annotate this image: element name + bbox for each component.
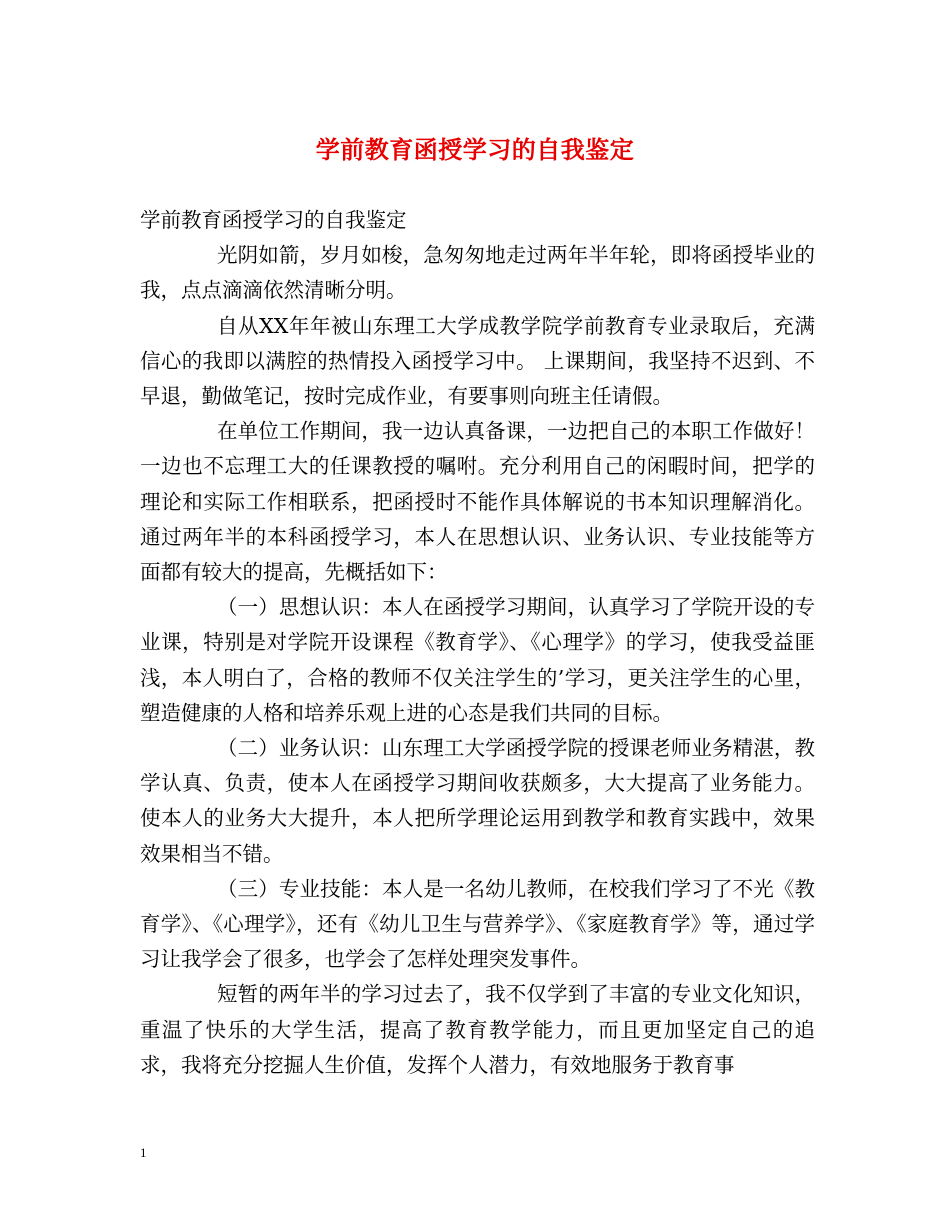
paragraph-2: 自从XX年年被山东理工大学成教学院学前教育专业录取后，充满信心的我即以满腔的热情投入函授学习中。 上课期间，我坚持不迟到、不早退，勤做笔记，按时完成作业，有要事则向班主任请假。 xyxy=(140,313,815,409)
paragraph-6: （三）专业技能：本人是一名幼儿教师，在校我们学习了不光《教育学》、《心理学》，还有《幼儿卫生与营养学》、《家庭教育学》等，通过学习让我学会了很多，也学会了怎样处理突发事件。 xyxy=(140,876,815,972)
paragraph-3: 在单位工作期间，我一边认真备课，一边把自己的本职工作做好！一边也不忘理工大的任课教授的嘱咐。充分利用自己的闲暇时间，把学的理论和实际工作相联系，把函授时不能作具体解说的书本知识理解消化。通过两年半的本科函授学习，本人在思想认识、业务认识、专业技能等方面都有较大的提高，先概括如下： xyxy=(140,419,815,585)
document-title: 学前教育函授学习的自我鉴定 xyxy=(315,135,635,164)
paragraph-7: 短暂的两年半的学习过去了，我不仅学到了丰富的专业文化知识，重温了快乐的大学生活，提高了教育教学能力，而且更加坚定自己的追求，我将充分挖掘人生价值，发挥个人潜力，有效地服务于教育事 xyxy=(140,982,815,1077)
document-body xyxy=(140,203,815,1083)
paragraph-1: 光阴如箭，岁月如梭，急匆匆地走过两年半年轮，即将函授毕业的我，点点滴滴依然清晰分明。 xyxy=(140,243,815,303)
page-number: 1 xyxy=(140,1145,147,1160)
document-subtitle: 学前教育函授学习的自我鉴定 xyxy=(140,208,407,232)
paragraph-5: （二）业务认识：山东理工大学函授学院的授课老师业务精湛，教学认真、负责，使本人在函授学习期间收获颇多，大大提高了业务能力。使本人的业务大大提升，本人把所学理论运用到教学和教育实践中，效果效果相当不错。 xyxy=(140,736,815,866)
paragraph-4: （一）思想认识：本人在函授学习期间，认真学习了学院开设的专业课，特别是对学院开设课程《教育学》、《心理学》的学习，使我受益匪浅，本人明白了，合格的教师不仅关注学生的’学习，更关注学生的心里，塑造健康的人格和培养乐观上进的心态是我们共同的目标。 xyxy=(140,595,815,725)
